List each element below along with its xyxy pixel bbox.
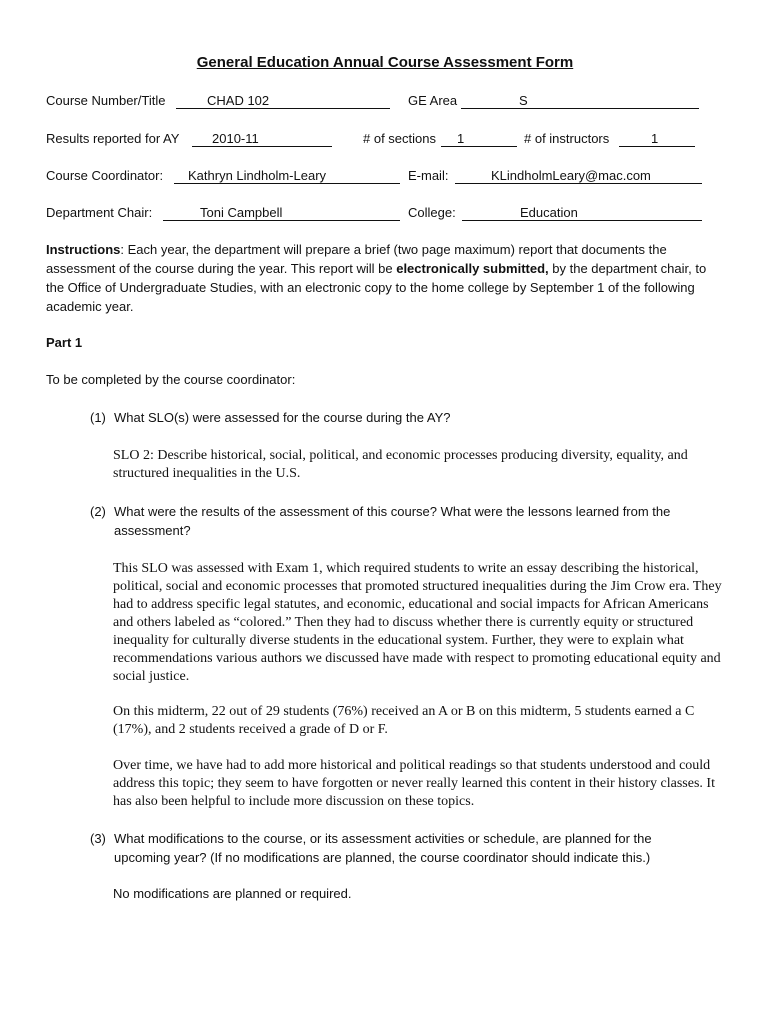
question-number: (2) [90, 504, 106, 519]
coordinator-field[interactable] [174, 168, 400, 184]
course-number-label: Course Number/Title [46, 93, 166, 108]
answer-paragraph: SLO 2: Describe historical, social, political, and economic processes producing diversity, equality, and structured inequalities in the U.S. [113, 448, 688, 481]
instructions-bold-text: electronically submitted, [396, 261, 549, 276]
course-number-field[interactable] [176, 93, 390, 109]
question-1 [90, 408, 710, 427]
instructions-heading: Instructions [46, 242, 121, 257]
results-ay-value: 2010-11 [212, 131, 259, 146]
ge-area-field[interactable] [461, 93, 699, 109]
email-label: E-mail: [408, 168, 449, 183]
college-field[interactable] [462, 205, 702, 221]
chair-label: Department Chair: [46, 205, 153, 220]
question-number: (1) [90, 410, 106, 425]
answer-paragraph: This SLO was assessed with Exam 1, which required students to write an essay describing the historical, political, social and economic processes that promoted structured inequalities during the Jim Crow era. They had to address specific legal statutes, and economic, educational and social impacts for African Americans and others labeled as “colored.” Then they had to discuss whether there is currently equity or structured inequality for culturally diverse students in the educational system. Further, they were to explain what recommendations various authors we discussed have made with respect to promoting educational equity and social justice. [113, 561, 722, 684]
ge-area-value: S [519, 93, 528, 108]
course-row [0, 93, 770, 113]
course-number-value: CHAD 102 [207, 93, 270, 108]
answer-paragraph: No modifications are planned or required. [113, 886, 352, 901]
page-title: General Education Annual Course Assessment Form [196, 54, 574, 71]
results-ay-label: Results reported for AY [46, 131, 180, 146]
chair-field[interactable] [163, 205, 400, 221]
answer-paragraph: On this midterm, 22 out of 29 students (76%) received an A or B on this midterm, 5 students earned a C (17%), and 2 students received a grade of D or F. [113, 704, 695, 737]
instructors-label: # of instructors [524, 131, 610, 146]
results-ay-field[interactable] [192, 131, 332, 147]
coordinator-value: Kathryn Lindholm-Leary [188, 168, 327, 183]
chair-row [0, 205, 770, 225]
completion-note: To be completed by the course coordinator: [46, 372, 296, 387]
results-row [0, 131, 770, 151]
instructors-value: 1 [651, 131, 659, 146]
question-3 [90, 829, 710, 867]
college-value: Education [520, 205, 578, 220]
question-text: What SLO(s) were assessed for the course during the AY? [114, 410, 451, 425]
ge-area-label: GE Area [408, 93, 458, 108]
college-label: College: [408, 205, 456, 220]
coordinator-label: Course Coordinator: [46, 168, 164, 183]
question-text: What were the results of the assessment of this course? What were the lessons learned from the assessment? [114, 504, 671, 538]
question-2 [90, 502, 710, 540]
email-field[interactable] [455, 168, 702, 184]
part-heading: Part 1 [46, 335, 83, 350]
sections-value: 1 [457, 131, 465, 146]
question-text: What modifications to the course, or its assessment activities or schedule, are planned for the upcoming year? (If no modifications are planned, the course coordinator should indicate this.) [114, 831, 652, 865]
question-number: (3) [90, 831, 106, 846]
coordinator-row [0, 168, 770, 188]
instructions-text-1: : Each year, the department will prepare a brief (two page maximum) report that documents the assessment of the course during the year. This report will be [46, 242, 667, 276]
instructions-paragraph [46, 240, 726, 316]
sections-field[interactable] [441, 131, 517, 147]
answer-paragraph: Over time, we have had to add more historical and political readings so that students understood and could address this topic; they seem to have forgotten or never really learned this content in their history classes. It has also been helpful to include more discussion on these topics. [113, 758, 715, 809]
instructions-text-2: by the department chair, to the Office of Undergraduate Studies, with an electronic copy to the home college by September 1 of the following academic year. [46, 261, 707, 314]
chair-value: Toni Campbell [200, 205, 283, 220]
sections-label: # of sections [363, 131, 436, 146]
email-value: KLindholmLeary@mac.com [491, 168, 651, 183]
instructors-field[interactable] [619, 131, 695, 147]
